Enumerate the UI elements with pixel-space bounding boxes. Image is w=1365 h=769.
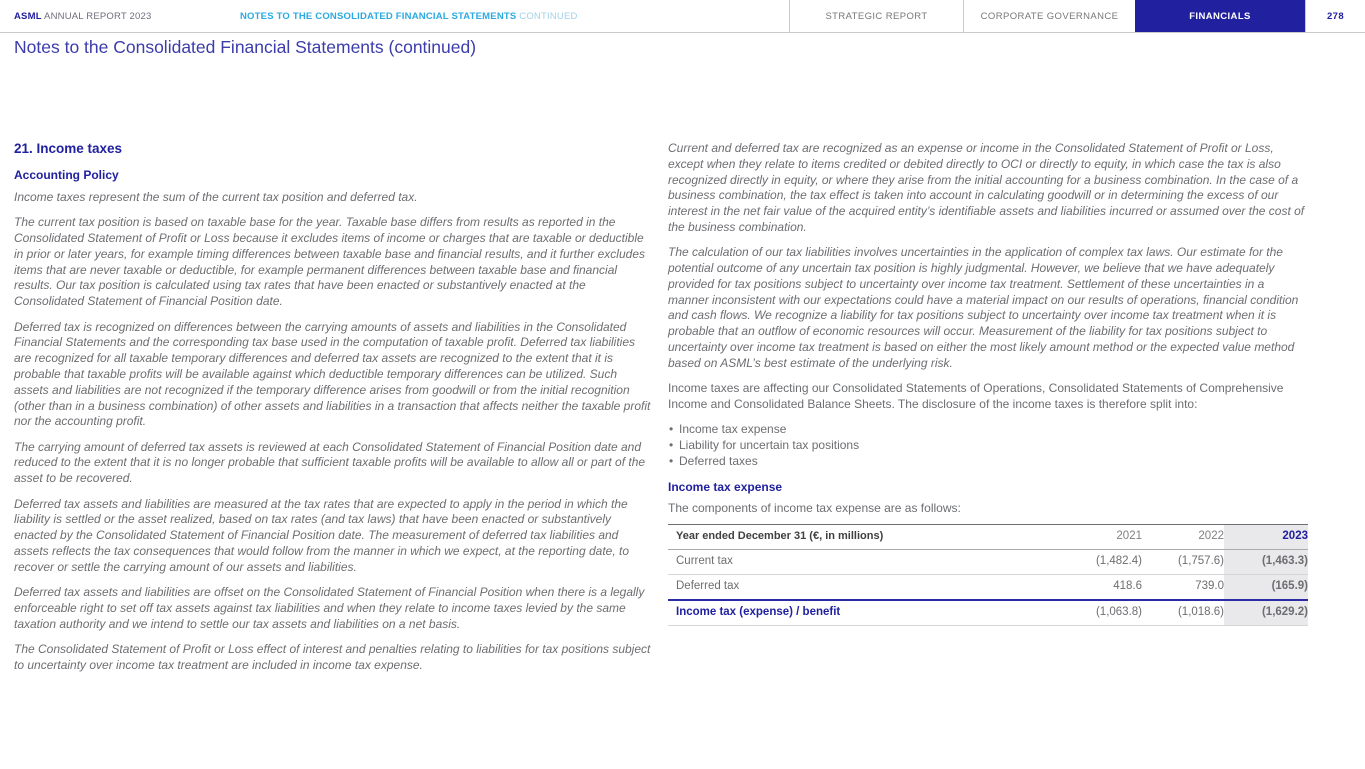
tab-strategic-report[interactable]: STRATEGIC REPORT	[789, 0, 963, 32]
right-column	[668, 141, 1308, 626]
policy-paragraph: Deferred tax assets and liabilities are offset on the Consolidated Statement of Financial Position when there is a legally enforceable right to set off tax assets against tax liabilities and when they relate to income taxes levied by the same taxation authority and we intend to settle our tax assets and liabilities on a net basis.	[14, 585, 645, 631]
value-2023: (1,629.2)	[1224, 600, 1308, 625]
value-2021: 418.6	[1062, 575, 1142, 600]
policy-paragraph: Deferred tax assets and liabilities are measured at the tax rates that are expected to apply in the period in which the liability is settled or the asset realized, based on tax rates (and tax laws) that have been enacted or substantively enacted by the Consolidated Statement of Financial Position date. The measurement of deferred tax liabilities and assets reflects the tax consequences that would follow from the manner in which we expect, at the reporting date, to recover or settle the carrying amount of our assets and liabilities.	[14, 496, 629, 574]
policy-paragraph: The carrying amount of deferred tax assets is reviewed at each Consolidated Statement of Financial Position date and reduced to the extent that it is no longer probable that sufficient taxable profits will be available to allow all or part of the asset to be recovered.	[14, 439, 646, 486]
brand-asml: ASML	[14, 11, 42, 22]
value-2022: (1,018.6)	[1142, 600, 1224, 625]
accounting-policy-heading: Accounting Policy	[14, 168, 119, 182]
tab-corporate-governance[interactable]: CORPORATE GOVERNANCE	[963, 0, 1135, 32]
brand-annual-report: ANNUAL REPORT 2023	[44, 11, 152, 22]
value-2022: 739.0	[1142, 575, 1224, 600]
value-2022: (1,757.6)	[1142, 550, 1224, 575]
income-tax-expense-table	[668, 524, 1308, 625]
row-label: Deferred tax	[668, 575, 1062, 600]
disclosure-intro: Income taxes are affecting our Consolidated Statements of Operations, Consolidated Statements of Comprehensive Income and Consolidated Balance Sheets. The disclosure of the income taxes is therefore split into:	[668, 381, 1284, 411]
table-total-row	[668, 600, 1308, 625]
value-2023: (1,463.3)	[1224, 550, 1308, 575]
tab-financials[interactable]: FINANCIALS	[1135, 0, 1305, 32]
page-number: 278	[1305, 0, 1365, 32]
report-nav-tabs	[789, 0, 1365, 32]
policy-paragraph: Current and deferred tax are recognized as an expense or income in the Consolidated Statement of Profit or Loss, except when they relate to items credited or debited directly to OCI or directly to equity, in which case the tax is also recognized directly in equity, or where they arise from the initial accounting for a business combination. In the case of a business combination, the tax effect is taken into account in calculating goodwill or in determining the excess of our interest in the net fair value of the acquired entity’s identifiable assets and liabilities incurred or assumed over the cost of the business combination.	[668, 141, 1305, 234]
page-title: Notes to the Consolidated Financial Statements (continued)	[14, 37, 477, 57]
table-header-2021: 2021	[1062, 525, 1142, 550]
value-2023: (165.9)	[1224, 575, 1308, 600]
section-title-suffix: CONTINUED	[519, 11, 578, 22]
left-column	[14, 141, 654, 683]
list-item: • Income tax expense	[668, 422, 1308, 438]
list-item: • Deferred taxes	[668, 454, 1308, 470]
table-header-label: Year ended December 31 (€, in millions)	[668, 525, 1062, 550]
value-2021: (1,482.4)	[1062, 550, 1142, 575]
section-header	[240, 11, 578, 22]
policy-paragraph: The current tax position is based on taxable base for the year. Taxable base differs from results as reported in the Consolidated Statement of Profit or Loss because it excludes items of income or charges that are taxable or deductible in prior or later years, for example timing differences between taxable base and financial results, and it further excludes items that are never taxable or deductible, for example permanent differences between taxable base and financial results. Our tax position is calculated using tax rates that have been enacted or substantively enacted at the Consolidated Statement of Financial Position date.	[14, 215, 645, 309]
table-row	[668, 575, 1308, 600]
report-brand	[14, 11, 152, 22]
table-intro: The components of income tax expense are as follows:	[668, 500, 961, 515]
row-label: Current tax	[668, 550, 1062, 575]
policy-paragraph: Deferred tax is recognized on differences between the carrying amounts of assets and liabilities in the Consolidated Financial Statements and the corresponding tax base used in the computation of taxable profit. Deferred tax liabilities are recognized for all taxable temporary differences and deferred tax assets are recognized to the extent that it is probable that taxable profits will be available against which deductible temporary differences can be utilized. Such assets and liabilities are not recognized if the temporary difference arises from goodwill or from the initial recognition (other than in a business combination) of other assets and liabilities in a transaction that affects neither the taxable profit nor the accounting profit.	[14, 319, 651, 429]
top-header-bar	[0, 0, 1365, 33]
table-row	[668, 550, 1308, 575]
list-item: • Liability for uncertain tax positions	[668, 438, 1308, 454]
section-title: NOTES TO THE CONSOLIDATED FINANCIAL STATEMENTS	[240, 11, 517, 22]
policy-paragraph: The Consolidated Statement of Profit or Loss effect of interest and penalties relating to liabilities for tax positions subject to uncertainty over income tax treatment are included in income tax expense.	[14, 641, 651, 672]
value-2021: (1,063.8)	[1062, 600, 1142, 625]
table-header-2023: 2023	[1224, 525, 1308, 550]
table-header-row	[668, 525, 1308, 550]
table-header-2022: 2022	[1142, 525, 1224, 550]
policy-paragraph: Income taxes represent the sum of the current tax position and deferred tax.	[14, 190, 418, 204]
note-heading: 21. Income taxes	[14, 141, 123, 156]
disclosure-bullet-list	[668, 422, 1308, 469]
policy-paragraph: The calculation of our tax liabilities involves uncertainties in the application of complex tax laws. Our estimate for the potential outcome of any uncertain tax position is highly judgmental. However, we believe that we have adequately provided for tax positions subject to uncertainty over income tax treatment. Settlement of these uncertainties in a manner inconsistent with our expectations could have a material impact on our results of operations, financial condition and cash flows. We recognize a liability for tax positions subject to uncertainty over income tax treatment when it is probable that an outflow of economic resources will occur. Measurement of the liability for tax positions subject to uncertainty over income tax treatment is based on either the most likely amount method or the expected value method based on ASML’s best estimate of the underlying risk.	[668, 245, 1299, 370]
income-tax-expense-heading: Income tax expense	[668, 479, 783, 494]
row-label: Income tax (expense) / benefit	[668, 600, 1062, 625]
